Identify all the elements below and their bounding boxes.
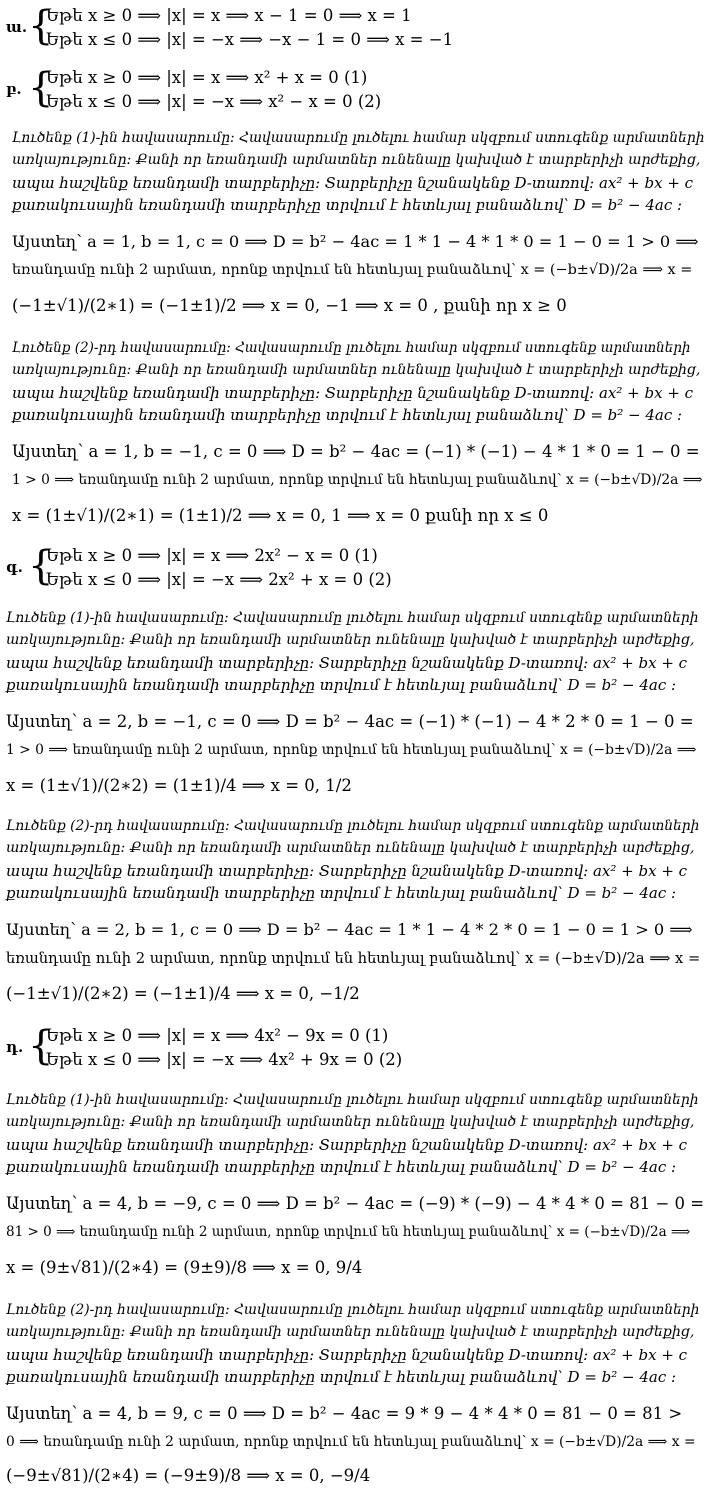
system-b-row-1: Եթե x ≥ 0 ⟹ |x| = x ⟹ x² + x = 0 (1) (46, 68, 368, 87)
math-line: (−1±√1)/(2∗1) = (−1±1)/2 ⟹ x = 0, −1 ⟹ x = 0 , քանի որ x ≥ 0 (12, 296, 567, 315)
math-line: 81 > 0 ⟹ եռանդամը ունի 2 արմատ, որոնք տրվում են հետևյալ բանաձևով՝ x = (−b±√D)/2a ⟹ (6, 1224, 691, 1240)
text-line: Լուծենք (2)-րդ հավասարումը: Հավասարումը լուծելու համար սկզբում ստուգենք արմատների (12, 340, 691, 356)
text-line: ապա հաշվենք եռանդամի տարբերիչը: Տարբերիչը նշանակենք D-տառով: ax² + bx + c (6, 862, 688, 880)
text-line: առկայությունը: Քանի որ եռանդամի արմատներ ունենալը կախված է տարբերիչի արժեքից, (6, 840, 695, 856)
text-line: Լուծենք (1)-ին հավասարումը: Հավասարումը լուծելու համար սկզբում ստուգենք արմատների (6, 1092, 699, 1108)
label-d: դ. (6, 1038, 24, 1056)
system-d-row-1: Եթե x ≥ 0 ⟹ |x| = x ⟹ 4x² − 9x = 0 (1) (46, 1026, 389, 1045)
math-line: Այստեղ՝ a = 4, b = 9, c = 0 ⟹ D = b² − 4ac = 9 * 9 − 4 * 4 * 0 = 81 − 0 = 81 > (6, 1404, 683, 1423)
text-line: Լուծենք (1)-ին հավասարումը: Հավասարումը լուծելու համար սկզբում ստուգենք արմատների (12, 130, 705, 146)
math-line: (−1±√1)/(2∗2) = (−1±1)/4 ⟹ x = 0, −1/2 (6, 984, 360, 1003)
math-line: Այստեղ՝ a = 4, b = −9, c = 0 ⟹ D = b² − 4ac = (−9) * (−9) − 4 * 4 * 0 = 81 − 0 = (6, 1194, 705, 1213)
math-line: Այստեղ՝ a = 1, b = 1, c = 0 ⟹ D = b² − 4ac = 1 * 1 − 4 * 1 * 0 = 1 − 0 = 1 > 0 ⟹ (12, 232, 699, 251)
brace-c: { (28, 543, 54, 589)
text-line: ապա հաշվենք եռանդամի տարբերիչը: Տարբերիչը նշանակենք D-տառով: ax² + bx + c (12, 384, 694, 402)
text-line: ապա հաշվենք եռանդամի տարբերիչը: Տարբերիչը նշանակենք D-տառով: ax² + bx + c (12, 174, 694, 192)
math-line: Այստեղ՝ a = 2, b = 1, c = 0 ⟹ D = b² − 4ac = 1 * 1 − 4 * 2 * 0 = 1 − 0 = 1 > 0 ⟹ (6, 920, 693, 939)
math-line: Այստեղ՝ a = 1, b = −1, c = 0 ⟹ D = b² − 4ac = (−1) * (−1) − 4 * 1 * 0 = 1 − 0 = (12, 442, 700, 461)
system-c-row-1: Եթե x ≥ 0 ⟹ |x| = x ⟹ 2x² − x = 0 (1) (46, 546, 378, 565)
math-line: 1 > 0 ⟹ եռանդամը ունի 2 արմատ, որոնք տրվում են հետևյալ բանաձևով՝ x = (−b±√D)/2a ⟹ (12, 472, 703, 488)
text-line: առկայությունը: Քանի որ եռանդամի արմատներ ունենալը կախված է տարբերիչի արժեքից, (6, 1114, 695, 1130)
text-line: քառակուսային եռանդամի տարբերիչը տրվում է հետևյալ բանաձևով՝ D = b² − 4ac : (6, 1158, 677, 1176)
text-line: քառակուսային եռանդամի տարբերիչը տրվում է հետևյալ բանաձևով՝ D = b² − 4ac : (6, 676, 677, 694)
math-line: եռանդամը ունի 2 արմատ, որոնք տրվում են հետևյալ բանաձևով՝ x = (−b±√D)/2a ⟹ x = (6, 950, 701, 967)
text-line: քառակուսային եռանդամի տարբերիչը տրվում է հետևյալ բանաձևով՝ D = b² − 4ac : (12, 406, 683, 424)
system-b-row-2: Եթե x ≤ 0 ⟹ |x| = −x ⟹ x² − x = 0 (2) (46, 92, 382, 111)
system-a-row-1: Եթե x ≥ 0 ⟹ |x| = x ⟹ x − 1 = 0 ⟹ x = 1 (46, 6, 412, 25)
brace-b: { (28, 65, 54, 111)
math-line: 1 > 0 ⟹ եռանդամը ունի 2 արմատ, որոնք տրվում են հետևյալ բանաձևով՝ x = (−b±√D)/2a ⟹ (6, 742, 697, 758)
math-line: եռանդամը ունի 2 արմատ, որոնք տրվում են հետևյալ բանաձևով՝ x = (−b±√D)/2a ⟹ x = (12, 262, 693, 278)
text-line: ապա հաշվենք եռանդամի տարբերիչը: Տարբերիչը նշանակենք D-տառով: ax² + bx + c (6, 1136, 688, 1154)
math-line: x = (9±√81)/(2∗4) = (9±9)/8 ⟹ x = 0, 9/4 (6, 1258, 363, 1277)
text-line: Լուծենք (2)-րդ հավասարումը: Հավասարումը լուծելու համար սկզբում ստուգենք արմատների (6, 1302, 700, 1318)
text-line: առկայությունը: Քանի որ եռանդամի արմատներ ունենալը կախված է տարբերիչի արժեքից, (6, 632, 695, 648)
brace-a: { (28, 3, 54, 49)
text-line: Լուծենք (1)-ին հավասարումը: Հավասարումը լուծելու համար սկզբում ստուգենք արմատների (6, 610, 699, 626)
text-line: քառակուսային եռանդամի տարբերիչը տրվում է հետևյալ բանաձևով՝ D = b² − 4ac : (6, 1368, 677, 1386)
label-b: բ. (6, 80, 22, 98)
system-d-row-2: Եթե x ≤ 0 ⟹ |x| = −x ⟹ 4x² + 9x = 0 (2) (46, 1050, 403, 1069)
label-a: ա. (6, 18, 28, 36)
text-line: քառակուսային եռանդամի տարբերիչը տրվում է հետևյալ բանաձևով՝ D = b² − 4ac : (6, 884, 677, 902)
math-line: Այստեղ՝ a = 2, b = −1, c = 0 ⟹ D = b² − 4ac = (−1) * (−1) − 4 * 2 * 0 = 1 − 0 = (6, 712, 694, 731)
system-a-row-2: Եթե x ≤ 0 ⟹ |x| = −x ⟹ −x − 1 = 0 ⟹ x = −1 (46, 30, 454, 49)
math-line: (−9±√81)/(2∗4) = (−9±9)/8 ⟹ x = 0, −9/4 (6, 1466, 371, 1485)
label-c: գ. (6, 558, 23, 576)
text-line: ապա հաշվենք եռանդամի տարբերիչը: Տարբերիչը նշանակենք D-տառով: ax² + bx + c (6, 1346, 688, 1364)
text-line: ապա հաշվենք եռանդամի տարբերիչը: Տարբերիչը նշանակենք D-տառով: ax² + bx + c (6, 654, 688, 672)
text-line: առկայությունը: Քանի որ եռանդամի արմատներ ունենալը կախված է տարբերիչի արժեքից, (12, 152, 701, 168)
text-line: առկայությունը: Քանի որ եռանդամի արմատներ ունենալը կախված է տարբերիչի արժեքից, (12, 362, 701, 378)
math-line: x = (1±√1)/(2∗2) = (1±1)/4 ⟹ x = 0, 1/2 (6, 776, 352, 795)
system-c-row-2: Եթե x ≤ 0 ⟹ |x| = −x ⟹ 2x² + x = 0 (2) (46, 570, 392, 589)
math-line: 0 ⟹ եռանդամը ունի 2 արմատ, որոնք տրվում են հետևյալ բանաձևով՝ x = (−b±√D)/2a ⟹ x = (6, 1434, 696, 1450)
math-line: x = (1±√1)/(2∗1) = (1±1)/2 ⟹ x = 0, 1 ⟹ x = 0 քանի որ x ≤ 0 (12, 506, 549, 525)
text-line: Լուծենք (2)-րդ հավասարումը: Հավասարումը լուծելու համար սկզբում ստուգենք արմատների (6, 818, 700, 834)
text-line: քառակուսային եռանդամի տարբերիչը տրվում է հետևյալ բանաձևով՝ D = b² − 4ac : (12, 196, 683, 214)
text-line: առկայությունը: Քանի որ եռանդամի արմատներ ունենալը կախված է տարբերիչի արժեքից, (6, 1324, 695, 1340)
brace-d: { (28, 1023, 54, 1069)
